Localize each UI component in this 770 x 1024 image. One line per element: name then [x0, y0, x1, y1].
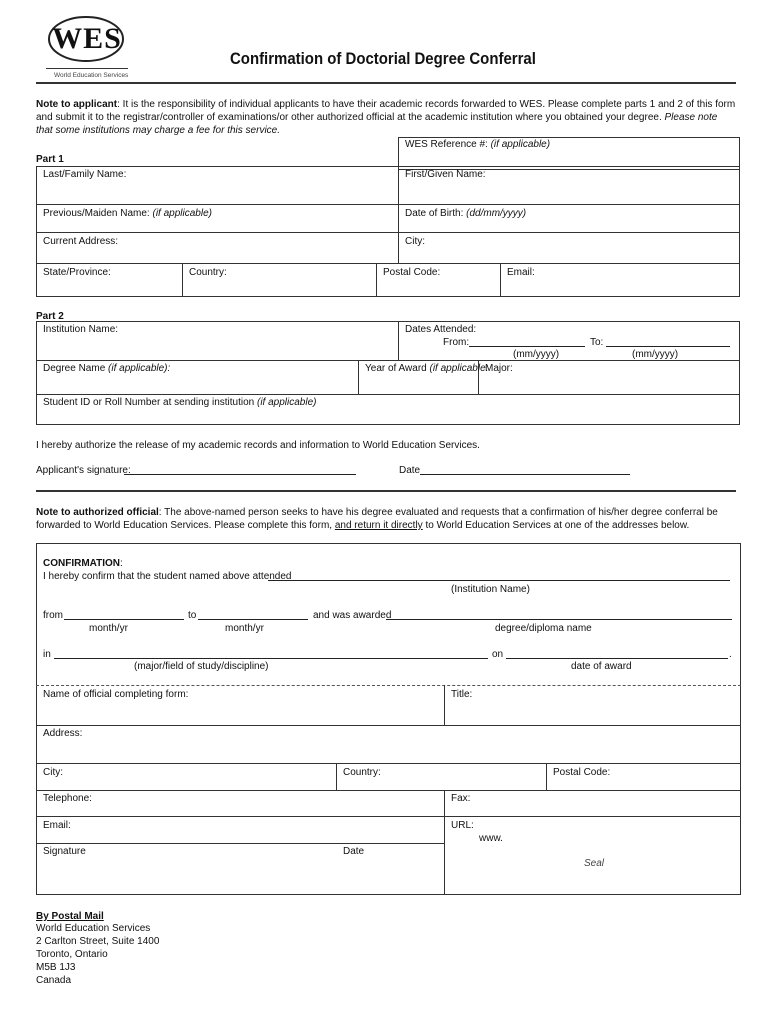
monthyr-hint-1: month/yr: [89, 623, 128, 634]
institution-attended-field[interactable]: [268, 580, 730, 581]
from-date-field[interactable]: [469, 346, 585, 347]
applicant-signature-field[interactable]: [124, 474, 356, 475]
url-www-prefix: www.: [479, 833, 503, 844]
logo-subtext: World Education Services: [54, 72, 129, 79]
postal-mail-heading: By Postal Mail: [36, 911, 104, 922]
confirm-to-field[interactable]: [198, 619, 308, 620]
major-field-hint: (major/field of study/discipline): [134, 661, 269, 672]
page-title: Confirmation of Doctorial Degree Conferral: [230, 49, 536, 68]
applicant-signature-label: Applicant's signature:: [36, 465, 131, 476]
student-id-field[interactable]: Student ID or Roll Number at sending institution (if applicable): [43, 397, 317, 408]
confirm-to-label: to: [188, 610, 197, 621]
degree-name-field[interactable]: Degree Name (if applicable):: [43, 363, 171, 374]
official-country-field[interactable]: Country:: [343, 767, 381, 778]
authorize-text: I hereby authorize the release of my academic records and information to World Education Services.: [36, 440, 480, 451]
wes-logo: [46, 14, 132, 84]
to-date-field[interactable]: [606, 346, 730, 347]
dates-attended-label: Dates Attended:: [405, 324, 477, 335]
date-of-award-hint: date of award: [571, 661, 632, 672]
maiden-name-field[interactable]: Previous/Maiden Name: (if applicable): [43, 208, 212, 219]
major-field-of-study-field[interactable]: [54, 658, 488, 659]
to-label: To:: [590, 337, 604, 348]
major-field[interactable]: Major:: [485, 363, 513, 374]
first-name-field[interactable]: First/Given Name:: [405, 169, 486, 180]
official-fax-field[interactable]: Fax:: [451, 793, 471, 804]
logo-text: WES: [52, 22, 122, 55]
confirm-from-field[interactable]: [64, 619, 184, 620]
note-official: Note to authorized official: The above-named person seeks to have his degree evaluated and requests that a confirmation of his/her degree conferral be forwarded to World Education Services. Please complete this form, and return it directly to World Education Services at one of the addresses below.: [36, 507, 718, 531]
title-rule: [36, 82, 736, 84]
postal-line: M5B 1J3: [36, 962, 76, 973]
postal-line: 2 Carlton Street, Suite 1400: [36, 936, 160, 947]
city-field[interactable]: City:: [405, 236, 425, 247]
postal-line: Canada: [36, 975, 72, 986]
confirm-from-label: from: [43, 610, 63, 621]
dob-field[interactable]: Date of Birth: (dd/mm/yyyy): [405, 208, 527, 219]
official-date-field[interactable]: Date: [343, 846, 365, 857]
dashed-divider: [36, 685, 741, 686]
official-telephone-field[interactable]: Telephone:: [43, 793, 92, 804]
official-email-field[interactable]: Email:: [43, 820, 71, 831]
part2-heading: Part 2: [36, 311, 64, 322]
confirm-on-label: on: [492, 649, 504, 660]
confirm-period: .: [729, 649, 732, 660]
part1-heading: Part 1: [36, 154, 64, 165]
confirmation-heading: CONFIRMATION:: [43, 558, 123, 569]
official-postal-field[interactable]: Postal Code:: [553, 767, 611, 778]
institution-name-field[interactable]: Institution Name:: [43, 324, 119, 335]
year-of-award-field[interactable]: Year of Award (if applicable:: [365, 363, 489, 374]
country-field[interactable]: Country:: [189, 267, 227, 278]
state-field[interactable]: State/Province:: [43, 267, 111, 278]
seal-area: Seal: [584, 858, 605, 869]
mmyyyy-hint-1: (mm/yyyy): [513, 349, 560, 360]
date-of-award-field[interactable]: [506, 658, 728, 659]
confirm-in-label: in: [43, 649, 51, 660]
postal-line: Toronto, Ontario: [36, 949, 108, 960]
official-title-field[interactable]: Title:: [451, 689, 473, 700]
official-address-field[interactable]: Address:: [43, 728, 83, 739]
postal-code-field[interactable]: Postal Code:: [383, 267, 441, 278]
degree-awarded-field[interactable]: [386, 619, 732, 620]
official-name-field[interactable]: Name of official completing form:: [43, 689, 189, 700]
degree-diploma-hint: degree/diploma name: [495, 623, 592, 634]
official-url-field[interactable]: URL:: [451, 820, 474, 831]
postal-line: World Education Services: [36, 923, 151, 934]
confirm-line1-label: I hereby confirm that the student named above attended: [43, 571, 292, 582]
from-label: From:: [443, 337, 470, 348]
note-applicant: Note to applicant: It is the responsibility of individual applicants to have their academic records forwarded to WES. Please complete parts 1 and 2 of this form and submit it to the registrar/controller of examinations/or other authorized official at the academic institution where you obtained your degree. Please note that some institutions may charge a fee for this service.: [36, 99, 736, 136]
official-city-field[interactable]: City:: [43, 767, 63, 778]
last-name-field[interactable]: Last/Family Name:: [43, 169, 127, 180]
mmyyyy-hint-2: (mm/yyyy): [632, 349, 679, 360]
awarded-label: and was awarded: [313, 610, 392, 621]
official-signature-field[interactable]: Signature: [43, 846, 86, 857]
section-rule: [36, 490, 736, 492]
applicant-date-field[interactable]: [420, 474, 630, 475]
current-address-field[interactable]: Current Address:: [43, 236, 119, 247]
applicant-date-label: Date: [399, 465, 421, 476]
monthyr-hint-2: month/yr: [225, 623, 264, 634]
wes-reference-label: WES Reference #: (if applicable): [405, 139, 551, 150]
institution-name-hint: (Institution Name): [451, 584, 530, 595]
email-field[interactable]: Email:: [507, 267, 535, 278]
